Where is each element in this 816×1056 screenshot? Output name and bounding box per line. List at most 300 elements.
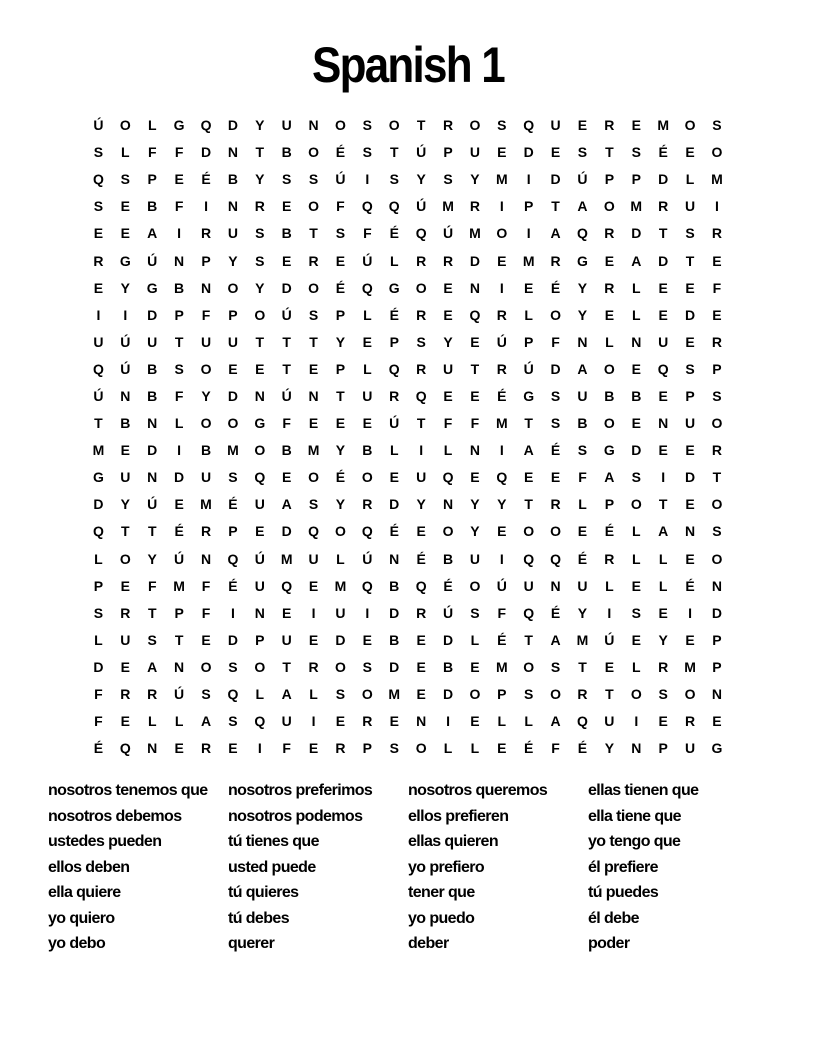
grid-letter: U	[147, 333, 158, 350]
grid-row	[85, 518, 730, 545]
grid-letter: E	[174, 740, 184, 757]
grid-letter: M	[280, 550, 293, 567]
grid-letter: Q	[361, 577, 373, 594]
grid-letter: Ú	[93, 117, 104, 134]
grid-letter: O	[684, 117, 696, 134]
grid-letter: Y	[470, 171, 480, 188]
grid-letter: Q	[254, 469, 266, 486]
grid-letter: Y	[577, 306, 588, 323]
grid-row	[85, 275, 730, 302]
grid-letter: F	[174, 198, 184, 215]
grid-letter: E	[685, 144, 695, 161]
grid-letter: Y	[577, 604, 588, 621]
grid-letter: E	[577, 117, 588, 134]
grid-letter: I	[311, 713, 316, 730]
grid-letter: D	[174, 469, 185, 486]
grid-letter: P	[658, 740, 668, 757]
grid-letter: S	[631, 469, 641, 486]
grid-letter: D	[147, 306, 158, 323]
grid-letter: S	[308, 171, 319, 188]
grid-letter: U	[469, 144, 480, 161]
grid-letter: R	[416, 306, 427, 323]
grid-letter: U	[658, 333, 669, 350]
grid-letter: N	[174, 252, 185, 269]
grid-letter: L	[658, 577, 668, 594]
grid-letter: S	[443, 171, 453, 188]
grid-letter: E	[658, 306, 668, 323]
grid-letter: T	[524, 415, 533, 432]
grid-letter: O	[227, 415, 239, 432]
grid-letter: T	[121, 523, 130, 540]
grid-letter: L	[389, 252, 399, 269]
grid-letter: P	[228, 523, 238, 540]
grid-row	[85, 654, 730, 681]
word-list-item: ella quiere	[48, 884, 121, 901]
grid-letter: S	[147, 631, 157, 648]
grid-letter: S	[658, 686, 668, 703]
grid-letter: P	[712, 360, 722, 377]
grid-letter: I	[177, 442, 182, 459]
grid-letter: É	[550, 604, 561, 621]
grid-letter: S	[550, 415, 561, 432]
grid-letter: N	[254, 387, 265, 404]
grid-letter: S	[389, 740, 399, 757]
grid-letter: U	[577, 387, 588, 404]
grid-letter: O	[415, 740, 427, 757]
grid-letter: U	[604, 713, 615, 730]
grid-letter: O	[361, 469, 373, 486]
grid-letter: Ú	[335, 171, 346, 188]
grid-letter: F	[578, 469, 587, 486]
grid-letter: T	[282, 360, 291, 377]
grid-letter: I	[123, 306, 128, 323]
grid-letter: D	[227, 631, 238, 648]
grid-letter: R	[604, 117, 615, 134]
grid-letter: Q	[388, 360, 400, 377]
grid-row	[85, 627, 730, 654]
grid-letter: É	[550, 442, 561, 459]
grid-letter: A	[147, 225, 158, 242]
grid-letter: T	[389, 144, 399, 161]
grid-letter: R	[120, 604, 131, 621]
grid-letter: N	[308, 387, 319, 404]
grid-letter: E	[282, 469, 292, 486]
grid-letter: N	[469, 279, 480, 296]
word-list-item: ustedes pueden	[48, 833, 162, 850]
grid-letter: E	[712, 252, 722, 269]
grid-letter: D	[389, 604, 400, 621]
grid-letter: L	[524, 713, 533, 730]
grid-letter: F	[174, 387, 184, 404]
grid-letter: I	[365, 604, 370, 621]
grid-letter: L	[631, 523, 641, 540]
grid-letter: F	[201, 306, 211, 323]
grid-letter: O	[119, 550, 131, 567]
grid-letter: S	[255, 225, 265, 242]
grid-letter: Ú	[362, 252, 373, 269]
grid-letter: O	[603, 198, 615, 215]
grid-letter: E	[362, 333, 373, 350]
grid-letter: N	[200, 279, 212, 296]
grid-letter: E	[685, 333, 695, 350]
word-list-item: usted puede	[228, 858, 316, 876]
grid-letter: U	[227, 333, 238, 350]
grid-letter: P	[604, 171, 615, 188]
grid-letter: O	[469, 117, 481, 134]
grid-letter: E	[631, 117, 641, 134]
grid-letter: Ú	[93, 387, 104, 404]
grid-letter: I	[714, 198, 719, 215]
grid-letter: E	[658, 279, 668, 296]
grid-letter: L	[147, 713, 157, 730]
grid-letter: U	[308, 550, 319, 567]
grid-letter: Y	[335, 333, 346, 350]
grid-letter: M	[388, 686, 401, 703]
grid-letter: U	[684, 415, 696, 432]
grid-letter: É	[604, 523, 615, 540]
grid-letter: Q	[119, 740, 131, 757]
grid-letter: I	[311, 604, 316, 621]
grid-letter: O	[200, 360, 212, 377]
grid-letter: I	[365, 171, 370, 188]
grid-letter: R	[200, 740, 212, 757]
grid-letter: R	[416, 604, 427, 621]
grid-letter: S	[550, 387, 561, 404]
grid-letter: Q	[577, 713, 588, 730]
grid-letter: T	[147, 523, 157, 540]
grid-letter: Y	[147, 550, 157, 567]
grid-letter: A	[550, 225, 561, 242]
grid-letter: R	[200, 523, 212, 540]
word-list-item: tú quieres	[228, 884, 299, 901]
grid-letter: E	[631, 631, 641, 648]
grid-letter: M	[92, 442, 105, 459]
grid-letter: B	[227, 171, 238, 188]
grid-letter: M	[227, 442, 239, 459]
grid-letter: E	[389, 469, 399, 486]
grid-letter: U	[684, 740, 696, 757]
grid-letter: E	[416, 686, 426, 703]
grid-row	[85, 681, 730, 708]
grid-letter: B	[389, 577, 400, 594]
grid-letter: B	[442, 550, 454, 567]
grid-letter: T	[174, 333, 184, 350]
grid-letter: E	[497, 144, 507, 161]
grid-letter: Ú	[416, 198, 427, 215]
grid-letter: Q	[227, 686, 239, 703]
word-list-item: tener que	[408, 884, 475, 901]
grid-letter: S	[712, 523, 722, 540]
grid-letter: G	[146, 279, 158, 296]
grid-letter: E	[120, 577, 130, 594]
grid-letter: B	[200, 442, 212, 459]
grid-letter: R	[496, 306, 507, 323]
grid-letter: Q	[523, 550, 535, 567]
grid-row	[85, 139, 730, 166]
grid-letter: R	[120, 686, 131, 703]
word-list-item: ellas tienen que	[588, 782, 699, 799]
grid-letter: S	[470, 604, 480, 621]
grid-letter: N	[469, 442, 480, 459]
grid-letter: Ú	[147, 496, 158, 513]
grid-letter: S	[308, 496, 319, 513]
grid-row	[85, 112, 730, 139]
grid-letter: E	[416, 523, 426, 540]
grid-letter: M	[657, 117, 669, 134]
grid-letter: L	[363, 360, 372, 377]
grid-letter: F	[497, 604, 507, 621]
grid-letter: Y	[201, 387, 211, 404]
grid-letter: D	[442, 631, 454, 648]
grid-letter: M	[495, 658, 508, 675]
grid-letter: N	[174, 658, 185, 675]
grid-letter: M	[711, 171, 723, 188]
grid-letter: S	[282, 171, 292, 188]
grid-letter: E	[362, 415, 373, 432]
grid-letter: O	[119, 117, 131, 134]
grid-letter: P	[631, 171, 641, 188]
grid-letter: N	[711, 577, 722, 594]
grid-letter: D	[200, 144, 212, 161]
grid-letter: Ú	[416, 144, 427, 161]
grid-letter: G	[711, 740, 723, 757]
grid-letter: L	[309, 686, 318, 703]
grid-letter: O	[308, 279, 320, 296]
grid-letter: Y	[335, 496, 346, 513]
grid-letter: S	[93, 144, 104, 161]
grid-letter: A	[550, 713, 561, 730]
grid-letter: D	[281, 523, 292, 540]
grid-letter: Ú	[174, 550, 185, 567]
grid-letter: U	[416, 469, 427, 486]
grid-row	[85, 546, 730, 573]
grid-letter: B	[120, 415, 131, 432]
grid-letter: Y	[120, 279, 130, 296]
grid-letter: E	[658, 713, 668, 730]
grid-letter: R	[604, 279, 615, 296]
word-list-item: ellos deben	[48, 858, 130, 876]
grid-letter: E	[282, 198, 292, 215]
grid-letter: P	[685, 387, 695, 404]
grid-letter: P	[604, 496, 615, 513]
word-list-column	[48, 778, 228, 957]
grid-letter: F	[282, 415, 291, 432]
grid-letter: E	[201, 631, 211, 648]
grid-letter: R	[442, 117, 454, 134]
grid-row	[85, 735, 730, 762]
grid-letter: O	[200, 415, 212, 432]
grid-letter: S	[524, 686, 534, 703]
grid-letter: E	[443, 279, 453, 296]
grid-letter: L	[658, 550, 668, 567]
word-list-item: nosotros debemos	[48, 807, 182, 825]
grid-letter: M	[442, 198, 454, 215]
grid-letter: T	[685, 252, 695, 269]
grid-letter: S	[416, 333, 426, 350]
grid-letter: R	[335, 740, 346, 757]
grid-letter: E	[658, 442, 668, 459]
grid-letter: D	[684, 469, 696, 486]
grid-letter: I	[661, 469, 666, 486]
grid-letter: N	[658, 415, 669, 432]
grid-letter: Y	[255, 171, 265, 188]
grid-letter: L	[443, 740, 453, 757]
grid-letter: T	[605, 144, 614, 161]
grid-letter: M	[495, 171, 508, 188]
grid-letter: Q	[523, 117, 535, 134]
grid-row	[85, 356, 730, 383]
grid-letter: N	[147, 469, 158, 486]
grid-letter: S	[228, 469, 238, 486]
grid-letter: P	[147, 171, 157, 188]
grid-letter: U	[93, 333, 104, 350]
grid-letter: R	[362, 713, 373, 730]
grid-letter: I	[499, 550, 504, 567]
grid-row	[85, 464, 730, 491]
word-list-item: tú debes	[228, 909, 289, 927]
grid-letter: R	[658, 198, 669, 215]
grid-letter: L	[443, 442, 453, 459]
grid-letter: I	[177, 225, 182, 242]
grid-letter: A	[281, 496, 292, 513]
grid-letter: T	[255, 333, 265, 350]
grid-row	[85, 437, 730, 464]
grid-row	[85, 491, 730, 518]
grid-letter: Y	[604, 740, 615, 757]
grid-letter: S	[362, 117, 373, 134]
grid-letter: E	[604, 306, 615, 323]
grid-letter: N	[308, 117, 319, 134]
grid-letter: L	[524, 306, 533, 323]
grid-letter: P	[443, 144, 453, 161]
grid-letter: L	[121, 144, 130, 161]
grid-letter: F	[470, 415, 480, 432]
grid-letter: U	[120, 469, 131, 486]
grid-letter: U	[254, 496, 265, 513]
grid-letter: É	[335, 469, 346, 486]
grid-letter: P	[201, 252, 211, 269]
grid-letter: P	[524, 333, 534, 350]
grid-letter: E	[524, 279, 534, 296]
grid-letter: Ú	[442, 225, 454, 242]
grid-letter: G	[523, 387, 535, 404]
grid-letter: T	[336, 387, 345, 404]
grid-letter: É	[228, 577, 238, 594]
grid-letter: D	[335, 631, 346, 648]
grid-letter: R	[362, 496, 373, 513]
grid-letter: O	[523, 523, 535, 540]
grid-letter: E	[631, 360, 641, 377]
grid-letter: E	[685, 631, 695, 648]
grid-letter: Q	[361, 523, 373, 540]
grid-letter: É	[577, 740, 588, 757]
grid-letter: I	[499, 198, 504, 215]
grid-row	[85, 383, 730, 410]
grid-letter: A	[631, 252, 642, 269]
word-list-item: ellas quieren	[408, 833, 499, 850]
grid-letter: N	[120, 387, 131, 404]
grid-letter: E	[470, 333, 480, 350]
grid-letter: I	[257, 740, 262, 757]
grid-letter: U	[684, 198, 696, 215]
grid-letter: D	[227, 387, 238, 404]
grid-letter: R	[711, 442, 722, 459]
grid-letter: N	[711, 686, 722, 703]
grid-letter: E	[174, 496, 184, 513]
grid-letter: D	[469, 252, 480, 269]
grid-letter: Q	[415, 387, 427, 404]
grid-letter: E	[497, 740, 507, 757]
grid-letter: R	[442, 252, 454, 269]
grid-letter: É	[201, 171, 211, 188]
grid-letter: S	[335, 686, 346, 703]
grid-letter: E	[685, 442, 695, 459]
grid-letter: I	[204, 198, 208, 215]
grid-letter: O	[415, 279, 427, 296]
grid-letter: F	[282, 740, 291, 757]
grid-letter: E	[658, 387, 668, 404]
grid-letter: E	[120, 198, 130, 215]
grid-letter: O	[254, 306, 266, 323]
grid-letter: T	[309, 225, 318, 242]
grid-row	[85, 573, 730, 600]
grid-letter: E	[497, 252, 507, 269]
grid-letter: D	[93, 496, 104, 513]
grid-letter: U	[442, 360, 454, 377]
grid-letter: E	[282, 604, 292, 621]
grid-row	[85, 193, 730, 220]
word-list-item: yo quiero	[48, 909, 115, 927]
grid-letter: Ú	[362, 550, 373, 567]
grid-letter: E	[255, 523, 265, 540]
grid-letter: O	[254, 658, 266, 675]
grid-letter: Ú	[442, 604, 454, 621]
word-list-item: nosotros preferimos	[228, 782, 373, 799]
grid-letter: O	[550, 306, 562, 323]
grid-letter: E	[658, 604, 668, 621]
grid-letter: N	[416, 713, 427, 730]
grid-letter: O	[335, 658, 346, 675]
grid-letter: S	[255, 252, 265, 269]
grid-letter: I	[230, 604, 235, 621]
grid-letter: I	[499, 279, 504, 296]
grid-letter: R	[389, 387, 400, 404]
grid-letter: M	[334, 577, 347, 594]
grid-letter: E	[443, 306, 453, 323]
grid-letter: U	[577, 577, 588, 594]
word-list-item: yo puedo	[408, 909, 475, 927]
grid-letter: A	[658, 523, 669, 540]
word-list-item: ella tiene que	[588, 807, 681, 825]
grid-letter: U	[550, 117, 561, 134]
grid-letter: E	[308, 740, 319, 757]
grid-letter: B	[147, 387, 158, 404]
grid-letter: L	[631, 658, 641, 675]
grid-letter: G	[254, 415, 266, 432]
grid-letter: T	[658, 225, 668, 242]
grid-letter: É	[335, 144, 346, 161]
grid-letter: M	[684, 658, 696, 675]
grid-letter: Y	[255, 117, 265, 134]
grid-letter: R	[308, 658, 319, 675]
grid-letter: E	[120, 442, 130, 459]
grid-letter: U	[523, 577, 534, 594]
grid-letter: Ú	[604, 631, 615, 648]
word-list	[48, 778, 768, 957]
grid-letter: F	[94, 686, 103, 703]
grid-letter: E	[308, 577, 319, 594]
grid-letter: B	[389, 631, 400, 648]
